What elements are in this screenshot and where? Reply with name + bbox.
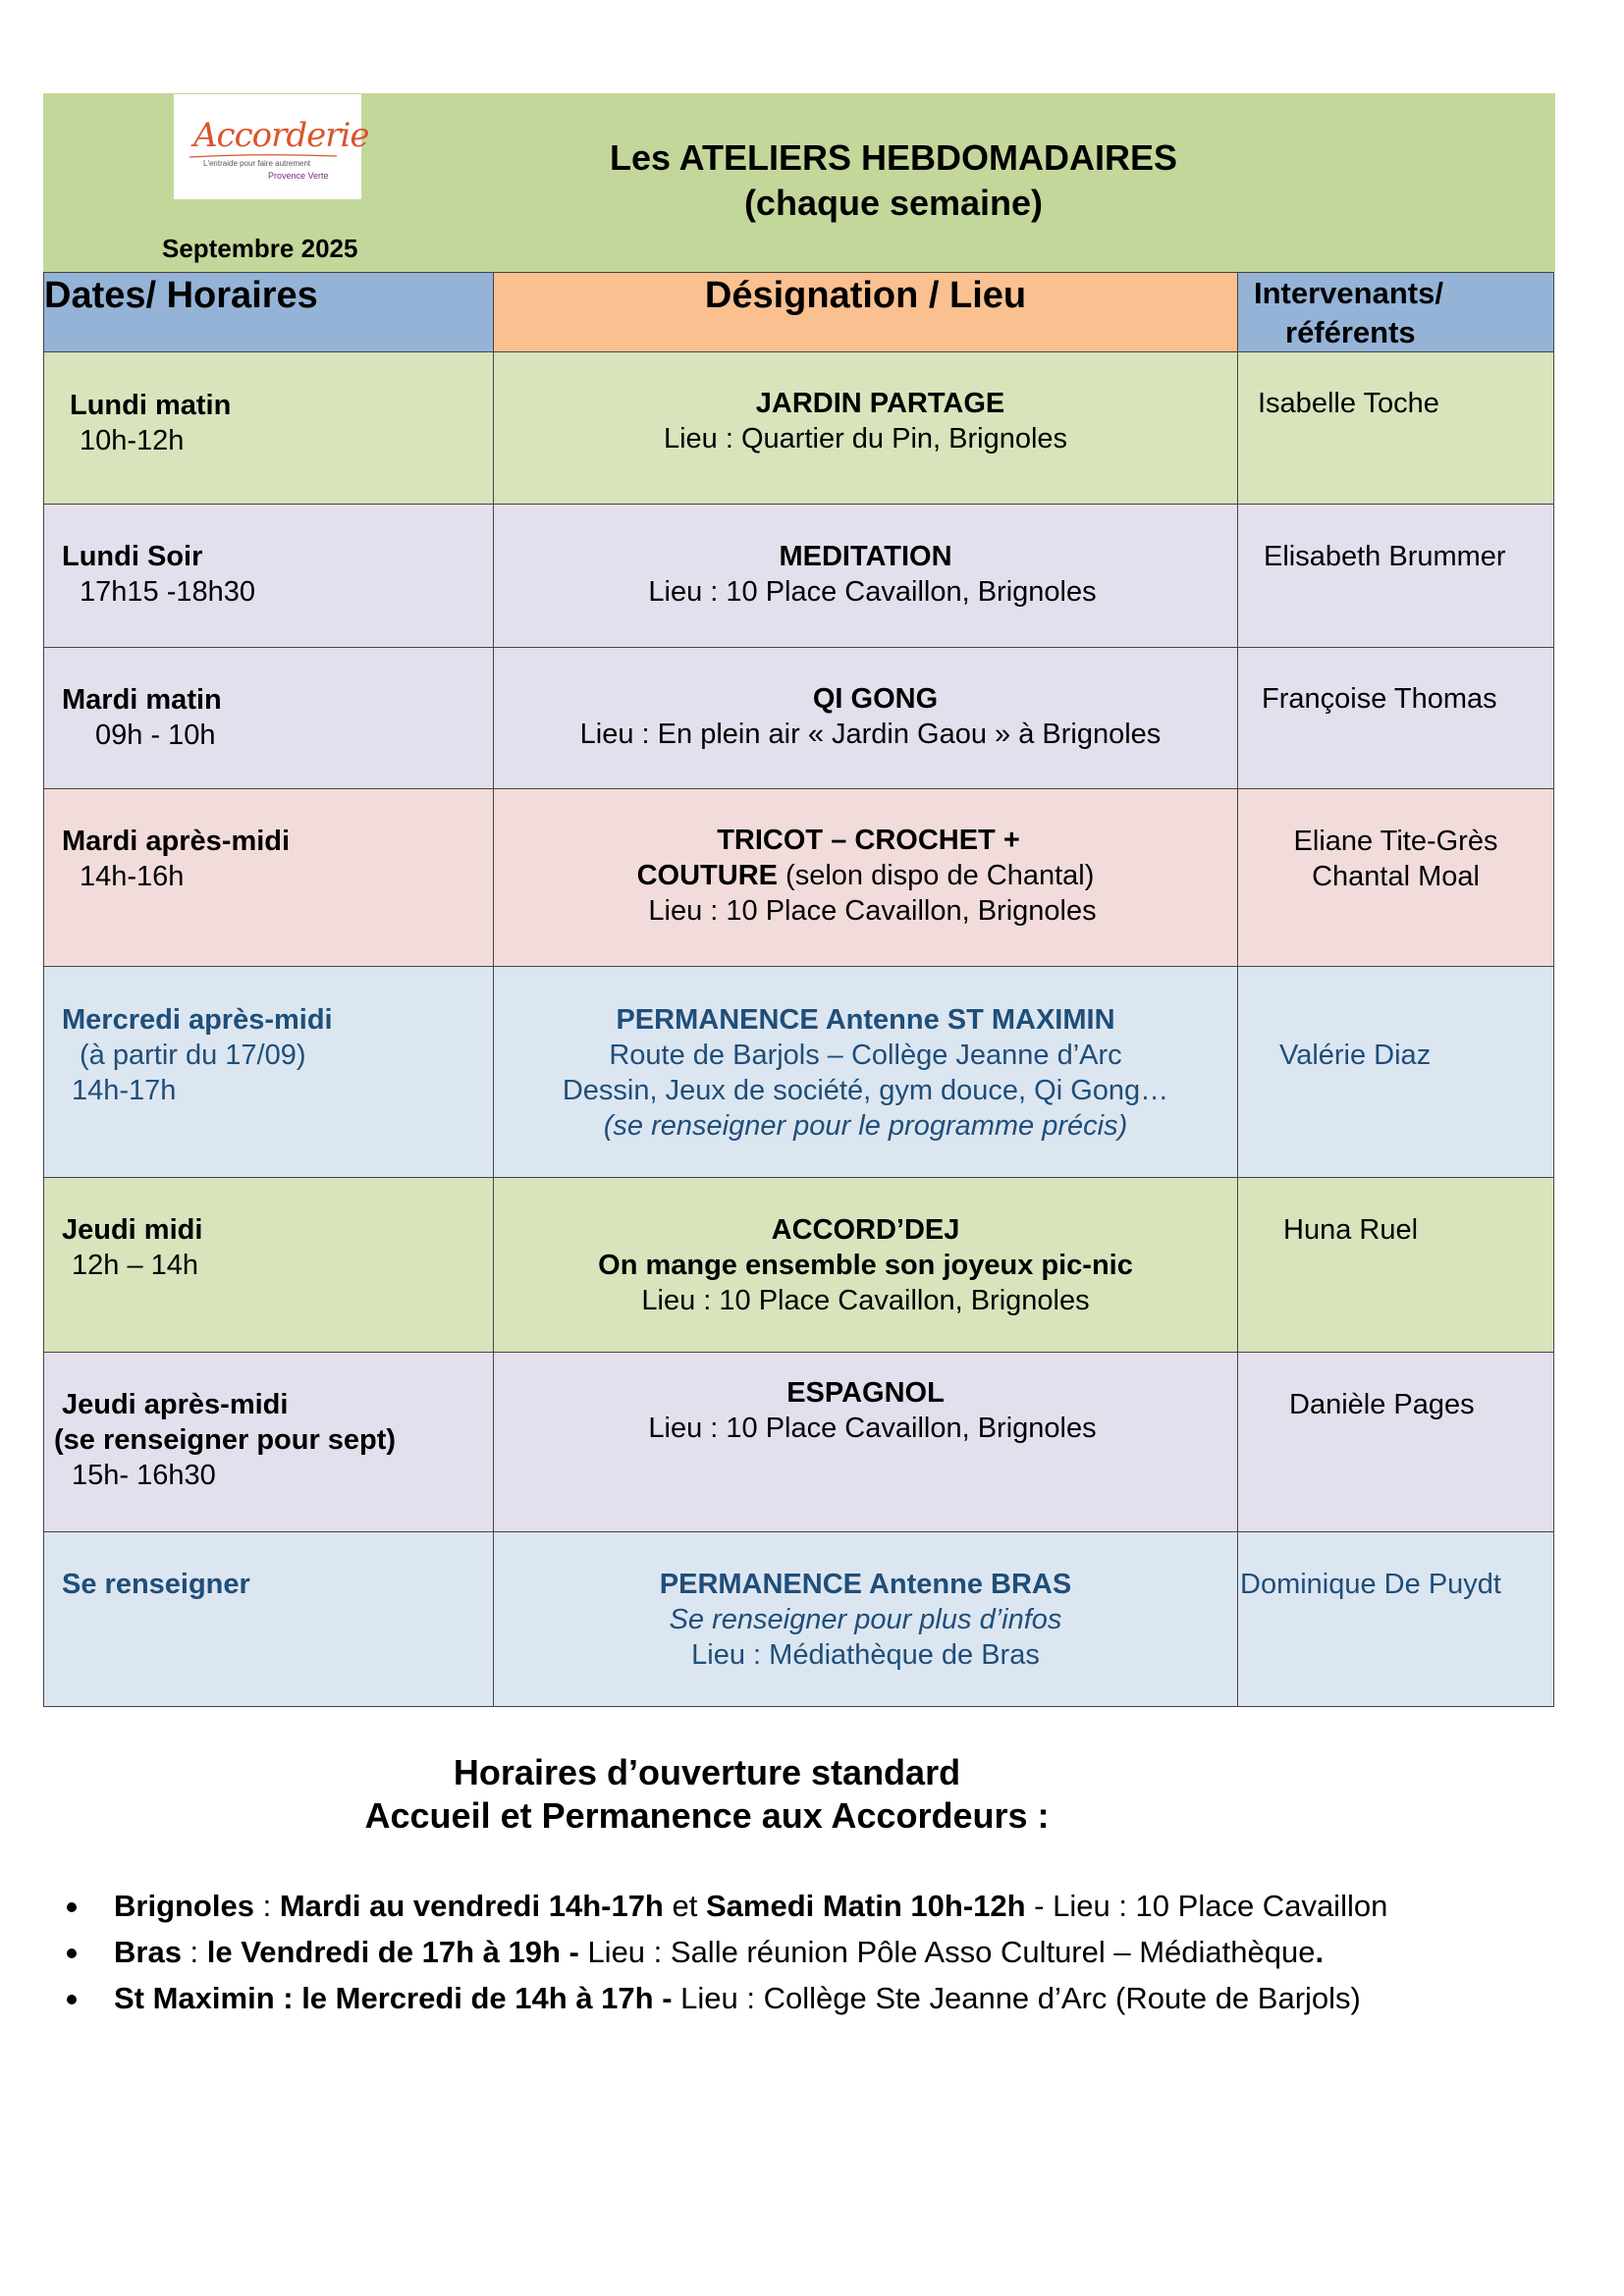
row-when: Se renseigner — [44, 1532, 494, 1707]
row-activity: ACCORD’DEJ On mange ensemble son joyeux pic-nic Lieu : 10 Place Cavaillon, Brignoles — [494, 1178, 1238, 1353]
col-header-dates: Dates/ Horaires — [44, 273, 494, 352]
row-referent: Dominique De Puydt — [1238, 1532, 1554, 1707]
list-item: Bras : le Vendredi de 17h à 19h - Lieu : Salle réunion Pôle Asso Culturel – Médiathèque. — [59, 1929, 1387, 1975]
table-row — [44, 967, 1554, 1178]
opening-hours-subtitle: Accueil et Permanence aux Accordeurs : — [364, 1795, 1050, 1836]
col-header-designation: Désignation / Lieu — [494, 273, 1238, 352]
row-activity: JARDIN PARTAGE Lieu : Quartier du Pin, Brignoles — [494, 352, 1238, 505]
list-item: Brignoles : Mardi au vendredi 14h-17h et Samedi Matin 10h-12h - Lieu : 10 Place Cavaillon — [59, 1883, 1387, 1929]
schedule-table — [43, 272, 1554, 1707]
row-activity: MEDITATION Lieu : 10 Place Cavaillon, Brignoles — [494, 505, 1238, 648]
row-referent: Elisabeth Brummer — [1238, 505, 1554, 648]
opening-hours-title: Horaires d’ouverture standard — [453, 1752, 961, 1792]
bullet-icon — [67, 1902, 77, 1912]
table-row — [44, 505, 1554, 648]
row-when: Lundi matin 10h-12h — [44, 352, 494, 505]
table-row — [44, 1353, 1554, 1532]
opening-hours-list — [59, 1883, 1387, 2021]
accorderie-logo — [174, 94, 369, 199]
row-when: Mardi matin 09h - 10h — [44, 648, 494, 789]
row-activity: QI GONG Lieu : En plein air « Jardin Gaou » à Brignoles — [494, 648, 1238, 789]
logo-region: Provence Verte — [268, 171, 329, 181]
table-row — [44, 1532, 1554, 1707]
list-item: St Maximin : le Mercredi de 14h à 17h - Lieu : Collège Ste Jeanne d’Arc (Route de Barjols) — [59, 1975, 1387, 2021]
row-when: Jeudi midi 12h – 14h — [44, 1178, 494, 1353]
bullet-icon — [67, 1949, 77, 1958]
row-referent: Huna Ruel — [1238, 1178, 1554, 1353]
row-referent: Eliane Tite-Grès Chantal Moal — [1238, 789, 1554, 967]
row-when: Mardi après-midi 14h-16h — [44, 789, 494, 967]
row-when: Jeudi après-midi (se renseigner pour sept) 15h- 16h30 — [44, 1353, 494, 1532]
logo-wordmark: Accorderie — [193, 116, 369, 155]
month-label: Septembre 2025 — [162, 234, 358, 263]
col-header-intervenants: Intervenants/ référents — [1238, 273, 1554, 352]
row-when: Lundi Soir 17h15 -18h30 — [44, 505, 494, 648]
row-referent: Valérie Diaz — [1238, 967, 1554, 1178]
table-row — [44, 789, 1554, 967]
logo-tagline: L'entraide pour faire autrement — [203, 159, 311, 168]
page-title: Les ATELIERS HEBDOMADAIRES — [609, 137, 1178, 178]
table-row — [44, 1178, 1554, 1353]
bullet-icon — [67, 1995, 77, 2004]
row-when: Mercredi après-midi (à partir du 17/09) 14h-17h — [44, 967, 494, 1178]
row-activity: TRICOT – CROCHET + COUTURE (selon dispo de Chantal) Lieu : 10 Place Cavaillon, Brignoles — [494, 789, 1238, 967]
table-row — [44, 648, 1554, 789]
row-referent: Françoise Thomas — [1238, 648, 1554, 789]
row-activity: PERMANENCE Antenne ST MAXIMIN Route de Barjols – Collège Jeanne d’Arc Dessin, Jeux de société, gym douce, Qi Gong… (se renseigner pour le programme précis) — [494, 967, 1238, 1178]
table-row — [44, 352, 1554, 505]
row-activity: PERMANENCE Antenne BRAS Se renseigner pour plus d’infos Lieu : Médiathèque de Bras — [494, 1532, 1238, 1707]
row-activity: ESPAGNOL Lieu : 10 Place Cavaillon, Brignoles — [494, 1353, 1238, 1532]
page-subtitle: (chaque semaine) — [743, 183, 1044, 223]
row-referent: Danièle Pages — [1238, 1353, 1554, 1532]
row-referent: Isabelle Toche — [1238, 352, 1554, 505]
table-header-row — [44, 273, 1554, 352]
